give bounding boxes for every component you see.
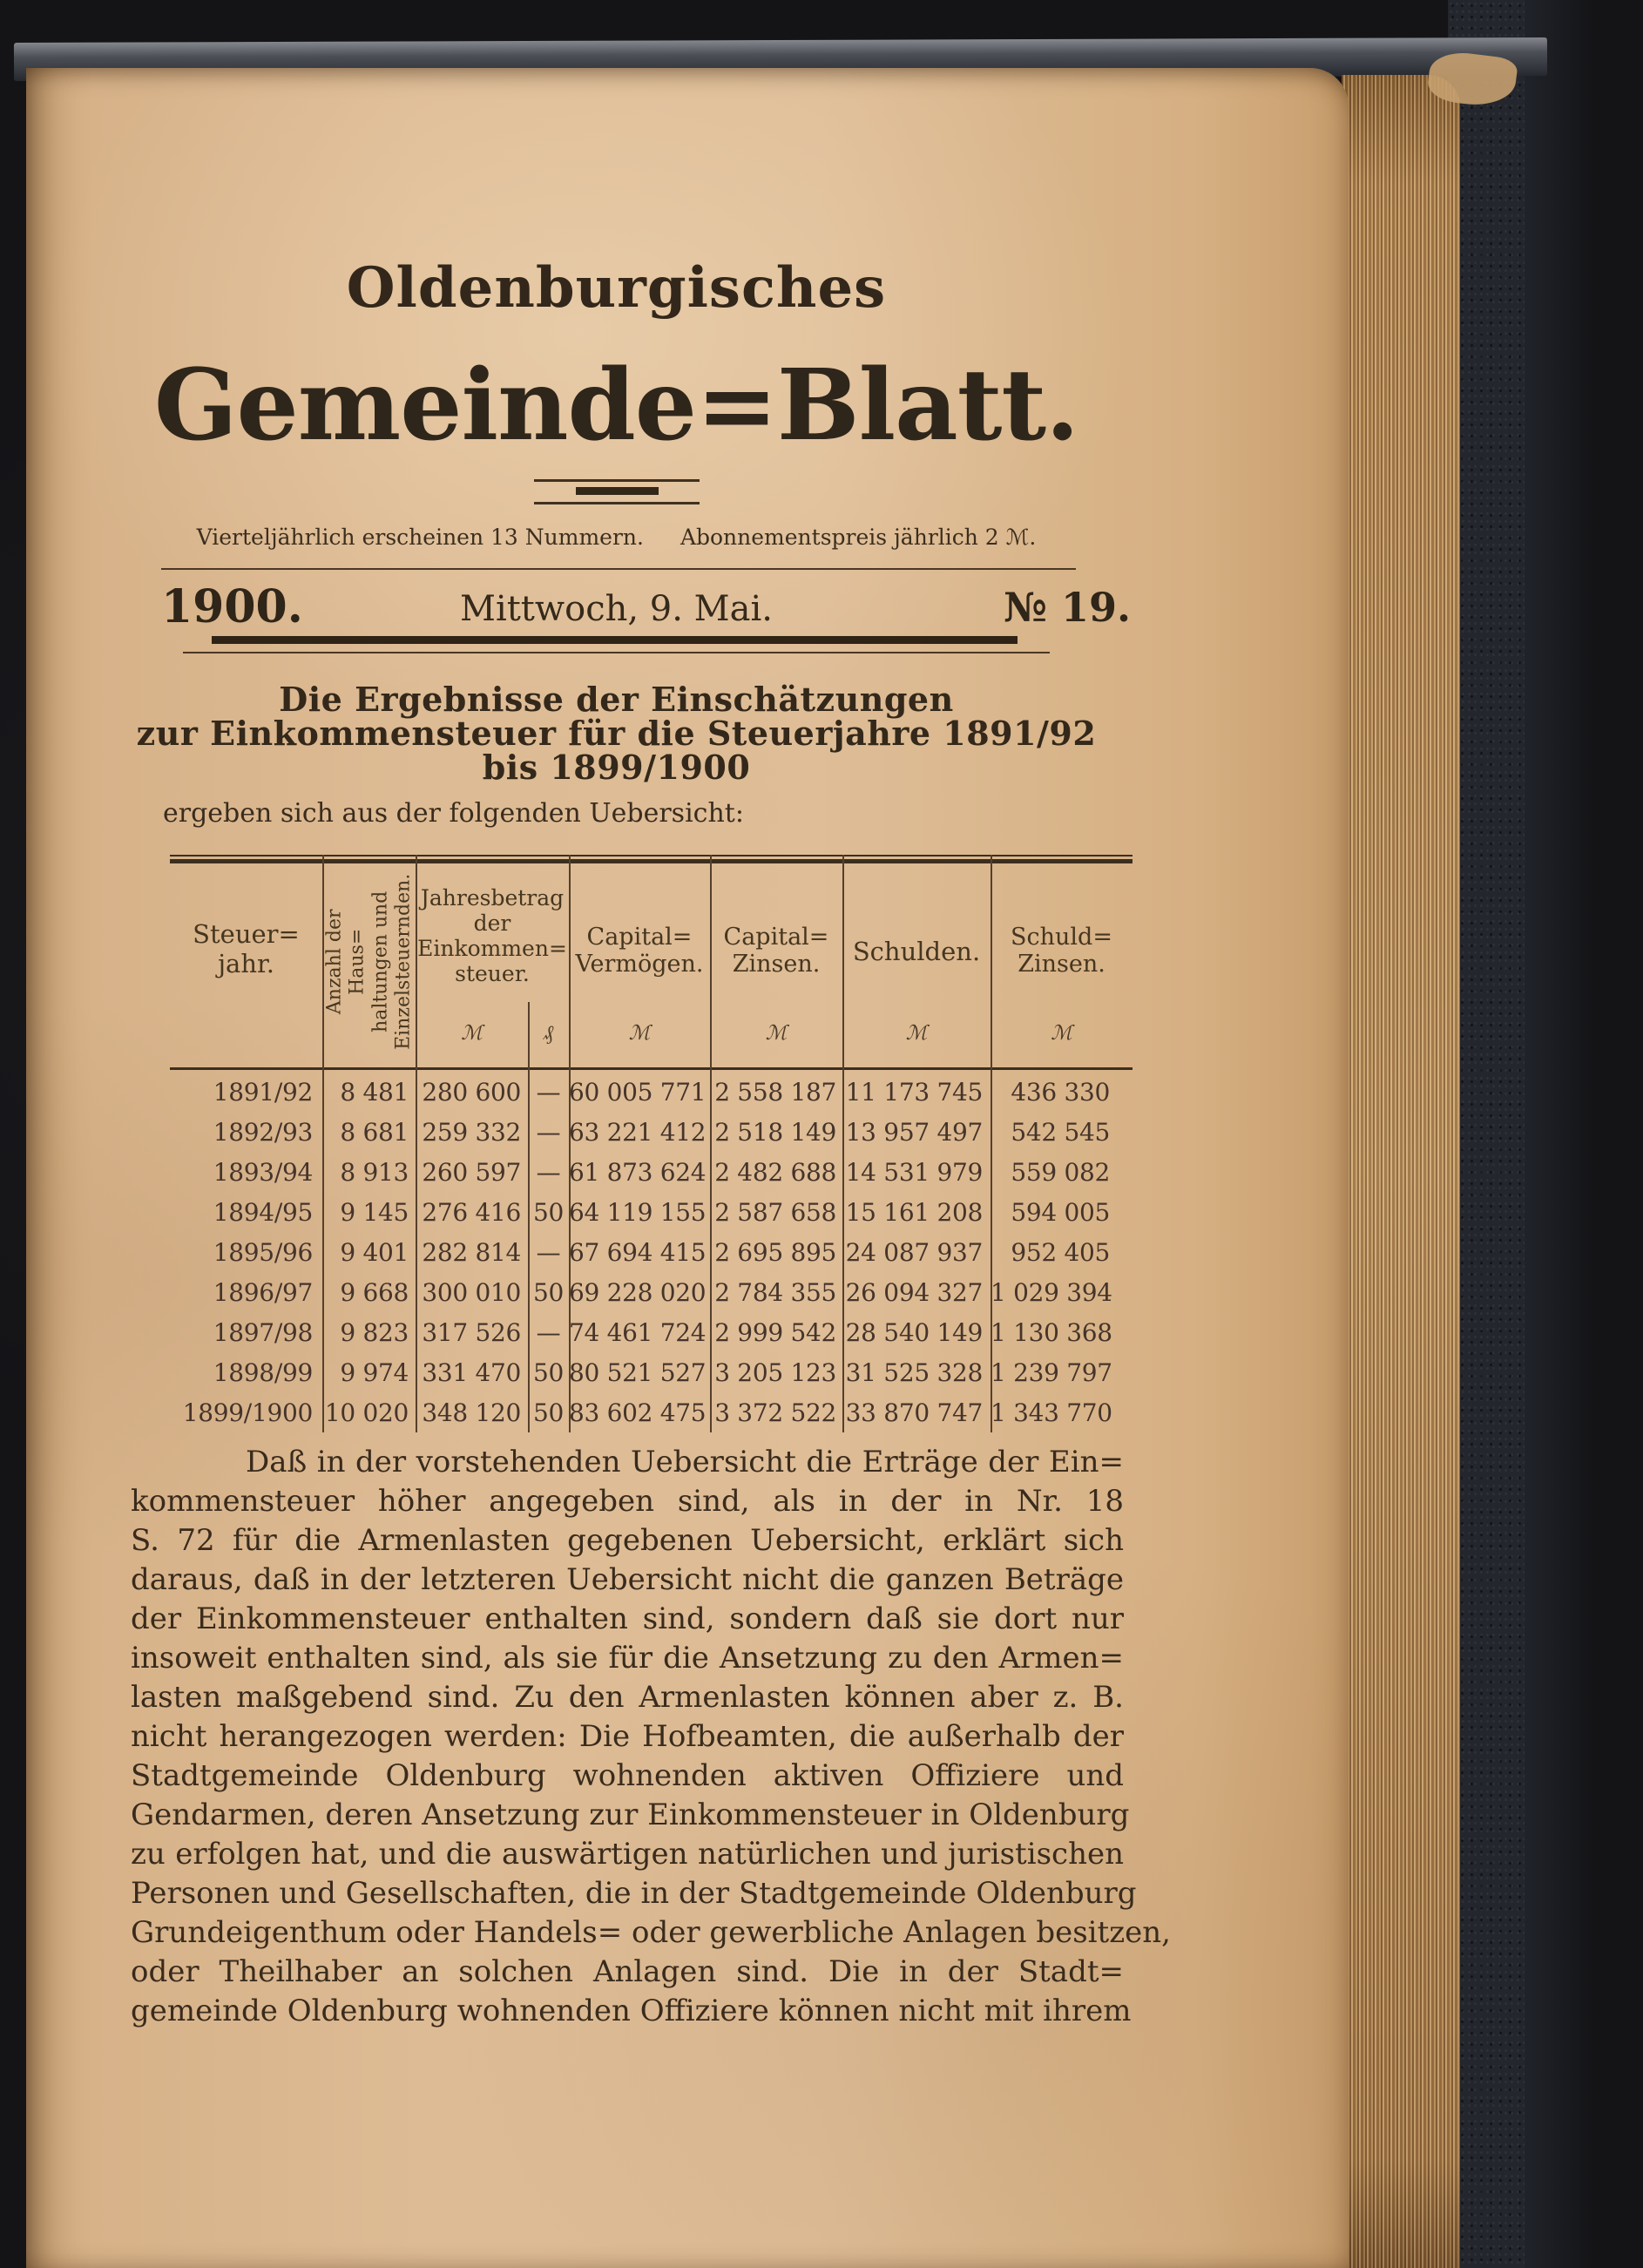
cell-schuld-zinsen: 559 082 — [1011, 1157, 1110, 1187]
cell-steuer-pfennig: — — [536, 1237, 561, 1267]
cell-anzahl: 8 913 — [340, 1157, 409, 1187]
header-line: Anzahl der Haus= — [323, 909, 368, 1015]
body-line: daraus, daß in der letzteren Uebersicht nicht die ganzen Beträge — [131, 1562, 1124, 1597]
pfennig-symbol: ₰ — [543, 1022, 554, 1045]
cell-anzahl: 9 974 — [340, 1357, 409, 1387]
cell-anzahl: 8 481 — [340, 1077, 409, 1107]
header-capital-vermoegen — [569, 924, 710, 978]
cell-steuer-pfennig: 50 — [532, 1357, 565, 1387]
cell-steuer-pfennig: 50 — [532, 1398, 565, 1427]
header-jahresbetrag — [416, 885, 569, 986]
title-flourish-line — [534, 502, 700, 504]
cell-schulden: 11 173 745 — [845, 1077, 983, 1107]
header-anzahl-rotated-text — [323, 874, 416, 1050]
subscription-price: Abonnementspreis jährlich 2 ℳ. — [680, 525, 1037, 550]
table-header-rule — [170, 1067, 1133, 1070]
cell-schuld-zinsen: 1 343 770 — [991, 1398, 1112, 1427]
header-line: Zinsen. — [1018, 951, 1105, 978]
header-line: steuer. — [455, 961, 530, 986]
cell-capital-vermoegen: 83 602 475 — [569, 1398, 707, 1427]
header-line: Zinsen. — [732, 951, 821, 978]
body-line: kommensteuer höher angegeben sind, als in der in Nr. 18 — [131, 1484, 1124, 1519]
cell-capital-zinsen: 2 587 658 — [714, 1197, 836, 1227]
table-row — [170, 1112, 1133, 1152]
cell-capital-zinsen: 3 372 522 — [714, 1398, 836, 1427]
cell-steuer-pfennig: — — [536, 1077, 561, 1107]
header-line: der — [473, 911, 511, 936]
cell-steuer-mark: 317 526 — [422, 1317, 521, 1347]
masthead-heavy-rule — [212, 636, 1018, 644]
cell-schuld-zinsen: 542 545 — [1011, 1117, 1110, 1147]
article-heading-line: Die Ergebnisse der Einschätzungen — [279, 680, 954, 719]
masthead-kicker: Oldenburgisches — [346, 255, 887, 321]
header-line: haltungen und — [369, 890, 392, 1033]
cell-steuer-mark: 282 814 — [422, 1237, 521, 1267]
article-body — [131, 1443, 1171, 2031]
cell-anzahl: 9 401 — [340, 1237, 409, 1267]
header-schuld-zinsen — [991, 924, 1133, 978]
cell-schulden: 24 087 937 — [845, 1237, 983, 1267]
table-row — [170, 1272, 1133, 1312]
title-flourish-line — [534, 479, 700, 482]
header-capital-zinsen — [710, 924, 842, 978]
body-line: insoweit enthalten sind, als sie für die Ansetzung zu den Armen= — [131, 1641, 1124, 1676]
cell-schulden: 31 525 328 — [845, 1357, 983, 1387]
table-row — [170, 1232, 1133, 1272]
cell-schuld-zinsen: 1 029 394 — [991, 1277, 1112, 1307]
body-line: nicht herangezogen werden: Die Hofbeamten, die außerhalb der — [131, 1719, 1124, 1754]
header-line: Jahresbetrag — [420, 885, 565, 911]
cell-capital-zinsen: 2 999 542 — [714, 1317, 836, 1347]
body-line — [131, 1443, 1124, 1482]
body-line: Grundeigenthum oder Handels= oder gewerbliche Anlagen besitzen, — [131, 1915, 1171, 1950]
body-line-text: Daß in der vorstehenden Uebersicht die Erträge der Ein= — [246, 1445, 1124, 1479]
header-schulden: Schulden. — [852, 937, 981, 966]
article-heading-line: bis 1899/1900 — [482, 748, 751, 787]
cell-schuld-zinsen: 436 330 — [1011, 1077, 1110, 1107]
mark-symbol: ℳ — [461, 1022, 483, 1045]
body-line: lasten maßgebend sind. Zu den Armenlasten können aber z. B. — [131, 1680, 1124, 1715]
cell-capital-zinsen: 2 518 149 — [714, 1117, 836, 1147]
cell-anzahl: 10 020 — [324, 1398, 409, 1427]
divider-rule — [161, 568, 1076, 570]
cell-steuer-mark: 300 010 — [422, 1277, 521, 1307]
cell-schuld-zinsen: 1 239 797 — [991, 1357, 1112, 1387]
cell-steuer-pfennig: — — [536, 1117, 561, 1147]
book-cover-shadow — [1525, 0, 1594, 2268]
header-line: Einzelsteuernden. — [392, 873, 415, 1051]
cell-schulden: 33 870 747 — [845, 1398, 983, 1427]
issue-year: 1900. — [161, 580, 303, 633]
cell-capital-vermoegen: 69 228 020 — [569, 1277, 707, 1307]
cell-steuer-mark: 348 120 — [422, 1398, 521, 1427]
header-line: Vermögen. — [575, 951, 704, 978]
title-flourish-bar — [576, 487, 659, 495]
cell-anzahl: 9 668 — [340, 1277, 409, 1307]
table-row — [170, 1392, 1133, 1432]
header-line: Steuer= — [193, 919, 300, 949]
table-row — [170, 1312, 1133, 1352]
cell-schulden: 28 540 149 — [845, 1317, 983, 1347]
mark-symbol: ℳ — [905, 1022, 928, 1045]
cell-steuer-mark: 280 600 — [422, 1077, 521, 1107]
cell-capital-vermoegen: 64 119 155 — [569, 1197, 707, 1227]
cell-capital-vermoegen: 74 461 724 — [569, 1317, 707, 1347]
cell-steuer-mark: 260 597 — [422, 1157, 521, 1187]
body-line: S. 72 für die Armenlasten gegebenen Uebersicht, erklärt sich — [131, 1523, 1124, 1558]
paper-page — [26, 68, 1349, 2268]
masthead-subtitle — [100, 525, 1133, 550]
article-heading-line: zur Einkommensteuer für die Steuerjahre 1891/92 — [136, 714, 1097, 753]
cell-anzahl: 9 145 — [340, 1197, 409, 1227]
table-row — [170, 1152, 1133, 1192]
table-row — [170, 1072, 1133, 1112]
body-line: gemeinde Oldenburg wohnenden Offiziere können nicht mit ihrem — [131, 1994, 1132, 2028]
cell-steuerjahr: 1891/92 — [213, 1077, 313, 1107]
cell-steuerjahr: 1897/98 — [213, 1317, 313, 1347]
cell-capital-zinsen: 3 205 123 — [714, 1357, 836, 1387]
header-anzahl — [324, 863, 415, 1061]
body-line: zu erfolgen hat, und die auswärtigen natürlichen und juristischen — [131, 1837, 1124, 1872]
table-body — [170, 1072, 1133, 1432]
body-line: oder Theilhaber an solchen Anlagen sind. Die in der Stadt= — [131, 1954, 1124, 1989]
table-top-thick-rule — [170, 859, 1133, 863]
subscription-frequency: Vierteljährlich erscheinen 13 Nummern. — [196, 525, 644, 550]
mark-symbol: ℳ — [765, 1022, 788, 1045]
cell-schulden: 13 957 497 — [845, 1117, 983, 1147]
cell-steuerjahr: 1895/96 — [213, 1237, 313, 1267]
cell-steuerjahr: 1896/97 — [213, 1277, 313, 1307]
cell-steuerjahr: 1899/1900 — [182, 1398, 313, 1427]
header-steuerjahr — [170, 920, 322, 978]
cell-steuer-pfennig: 50 — [532, 1197, 565, 1227]
cell-steuerjahr: 1892/93 — [213, 1117, 313, 1147]
cell-capital-zinsen: 2 784 355 — [714, 1277, 836, 1307]
masthead-thin-rule — [183, 652, 1050, 653]
cell-schuld-zinsen: 594 005 — [1011, 1197, 1110, 1227]
cell-capital-vermoegen: 80 521 527 — [569, 1357, 707, 1387]
printed-column — [100, 68, 1171, 2268]
table-row — [170, 1192, 1133, 1232]
header-line: Capital= — [586, 924, 693, 951]
cell-schulden: 15 161 208 — [845, 1197, 983, 1227]
header-line: Schuld= — [1011, 924, 1112, 951]
cell-steuer-mark: 276 416 — [422, 1197, 521, 1227]
body-line: Stadtgemeinde Oldenburg wohnenden aktiven Offiziere und — [131, 1758, 1124, 1793]
cell-steuer-mark: 259 332 — [422, 1117, 521, 1147]
header-line: Capital= — [723, 924, 829, 951]
body-line: Gendarmen, deren Ansetzung zur Einkommensteuer in Oldenburg — [131, 1797, 1130, 1832]
cell-schuld-zinsen: 1 130 368 — [991, 1317, 1112, 1347]
table-row — [170, 1352, 1133, 1392]
cell-steuerjahr: 1894/95 — [213, 1197, 313, 1227]
cell-steuer-mark: 331 470 — [422, 1357, 521, 1387]
body-line: Personen und Gesellschaften, die in der Stadtgemeinde Oldenburg — [131, 1876, 1137, 1911]
issue-date: Mittwoch, 9. Mai. — [459, 589, 773, 629]
cell-capital-zinsen: 2 558 187 — [714, 1077, 836, 1107]
cell-steuer-pfennig: 50 — [532, 1277, 565, 1307]
cell-steuer-pfennig: — — [536, 1157, 561, 1187]
cell-capital-vermoegen: 63 221 412 — [569, 1117, 707, 1147]
cell-capital-zinsen: 2 695 895 — [714, 1237, 836, 1267]
cell-schuld-zinsen: 952 405 — [1011, 1237, 1110, 1267]
cell-steuer-pfennig: — — [536, 1317, 561, 1347]
cell-schulden: 26 094 327 — [845, 1277, 983, 1307]
mark-symbol: ℳ — [628, 1022, 651, 1045]
cell-anzahl: 8 681 — [340, 1117, 409, 1147]
page-stack-fore-edge — [1342, 75, 1460, 2268]
cell-capital-vermoegen: 60 005 771 — [569, 1077, 707, 1107]
issue-number: № 19. — [1003, 584, 1131, 631]
cell-capital-zinsen: 2 482 688 — [714, 1157, 836, 1187]
mark-symbol: ℳ — [1051, 1022, 1072, 1045]
header-line: jahr. — [218, 948, 274, 978]
header-line: Einkommen= — [417, 936, 567, 961]
masthead-title: Gemeinde=Blatt. — [153, 349, 1079, 463]
cell-steuerjahr: 1893/94 — [213, 1157, 313, 1187]
cell-capital-vermoegen: 61 873 624 — [569, 1157, 707, 1187]
body-line: der Einkommensteuer enthalten sind, sondern daß sie dort nur — [131, 1601, 1124, 1636]
cell-anzahl: 9 823 — [340, 1317, 409, 1347]
cell-capital-vermoegen: 67 694 415 — [569, 1237, 707, 1267]
table-top-thin-rule — [170, 855, 1133, 856]
article-lead: ergeben sich aus der folgenden Uebersicht: — [163, 798, 744, 829]
cell-steuerjahr: 1898/99 — [213, 1357, 313, 1387]
cell-schulden: 14 531 979 — [845, 1157, 983, 1187]
